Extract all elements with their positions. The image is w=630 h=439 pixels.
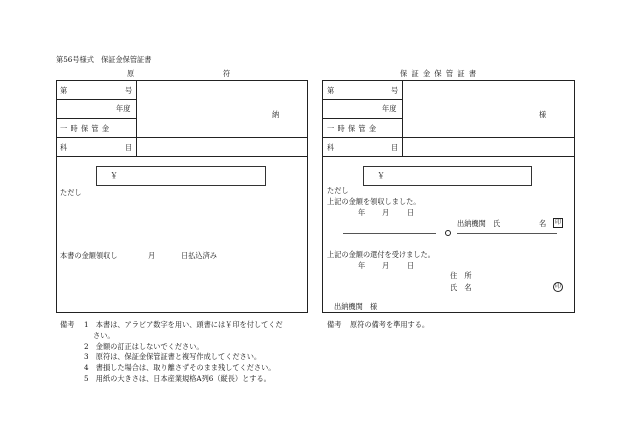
right-ka: 科 bbox=[327, 143, 335, 152]
left-stub-box bbox=[56, 80, 308, 313]
right-row-line-4 bbox=[322, 156, 575, 157]
left-moku: 目 bbox=[125, 143, 133, 152]
notes-left-item-3: 3 原符は、保証金保管証書と複写作成してください。 bbox=[84, 352, 262, 361]
left-bottom-text: 本書の金額領収し bbox=[60, 251, 118, 260]
right-suitou-kikan-shi: 出納機関 氏 bbox=[457, 219, 501, 228]
form-title: 第56号様式 保証金保管証書 bbox=[56, 55, 152, 64]
left-header-gen: 原 bbox=[127, 69, 135, 78]
right-moku: 目 bbox=[391, 143, 399, 152]
right-yen-sign: ￥ bbox=[377, 171, 385, 180]
notes-right-text: 原符の備考を準用する。 bbox=[350, 320, 430, 329]
left-row-line-4 bbox=[56, 156, 308, 157]
right-nendo: 年度 bbox=[382, 104, 397, 113]
right-row-line-3 bbox=[322, 137, 575, 138]
notes-left-item-5: 5 用紙の大きさは、日本産業規格A列6（縦長）とする。 bbox=[84, 374, 271, 383]
left-paid: 日払込済み bbox=[181, 251, 217, 260]
right-tadashi: ただし bbox=[327, 186, 349, 195]
left-row-line-3 bbox=[56, 137, 308, 138]
notes-left-label: 備考 bbox=[60, 320, 75, 329]
right-date1-day: 日 bbox=[407, 208, 415, 217]
right-date2-day: 日 bbox=[407, 261, 415, 270]
right-row-line-2 bbox=[322, 118, 403, 119]
notes-left-item-1-cont: さい。 bbox=[93, 331, 115, 340]
notes-right-label: 備考 bbox=[327, 320, 342, 329]
right-amount-box bbox=[363, 166, 532, 186]
right-header: 保 証 金 保 管 証 書 bbox=[400, 69, 478, 78]
right-suitou-kikan-sama: 出納機関 様 bbox=[334, 302, 378, 311]
right-ichiji-hokankin: 一 時 保 管 金 bbox=[327, 124, 377, 133]
right-row-line-1 bbox=[322, 99, 403, 100]
left-tadashi: ただし bbox=[60, 188, 82, 197]
notes-left-item-4: 4 書損した場合は、取り離さずそのまま残してください。 bbox=[84, 363, 276, 372]
signature-line-left bbox=[343, 233, 436, 234]
right-returned: 上記の金額の還付を受けました。 bbox=[327, 250, 435, 259]
stamp-mark-circle-icon bbox=[445, 230, 451, 236]
right-dai: 第 bbox=[327, 86, 335, 95]
notes-left-item-1: 1 本書は、アラビア数字を用い、頭書には￥印を付してくだ bbox=[84, 320, 283, 329]
left-osame: 納 bbox=[272, 110, 280, 119]
left-ka: 科 bbox=[60, 143, 68, 152]
right-jusho: 住 所 bbox=[450, 271, 472, 280]
right-mei: 名 bbox=[539, 219, 547, 228]
left-go: 号 bbox=[125, 86, 133, 95]
right-date2-year: 年 bbox=[358, 261, 366, 270]
seal-circle-icon: 印 bbox=[554, 283, 561, 290]
seal-square-icon: 印 bbox=[554, 219, 561, 226]
left-month: 月 bbox=[148, 251, 156, 260]
signature-line-right bbox=[457, 233, 557, 234]
left-nendo: 年度 bbox=[116, 104, 131, 113]
right-shimei: 氏 名 bbox=[450, 283, 472, 292]
left-row-line-1 bbox=[56, 99, 137, 100]
right-sama: 様 bbox=[539, 110, 547, 119]
right-date1-year: 年 bbox=[358, 208, 366, 217]
notes-left-item-2: 2 金額の訂正はしないでください。 bbox=[84, 342, 204, 351]
left-yen-sign: ￥ bbox=[110, 171, 118, 180]
right-go: 号 bbox=[391, 86, 399, 95]
right-date2-month: 月 bbox=[382, 261, 390, 270]
left-header-fu: 符 bbox=[223, 69, 231, 78]
left-amount-box bbox=[96, 166, 266, 186]
right-received: 上記の金額を領収しました。 bbox=[327, 197, 421, 206]
right-date1-month: 月 bbox=[382, 208, 390, 217]
left-dai: 第 bbox=[60, 86, 68, 95]
left-row-line-2 bbox=[56, 118, 137, 119]
left-ichiji-hokankin: 一 時 保 管 金 bbox=[60, 124, 110, 133]
